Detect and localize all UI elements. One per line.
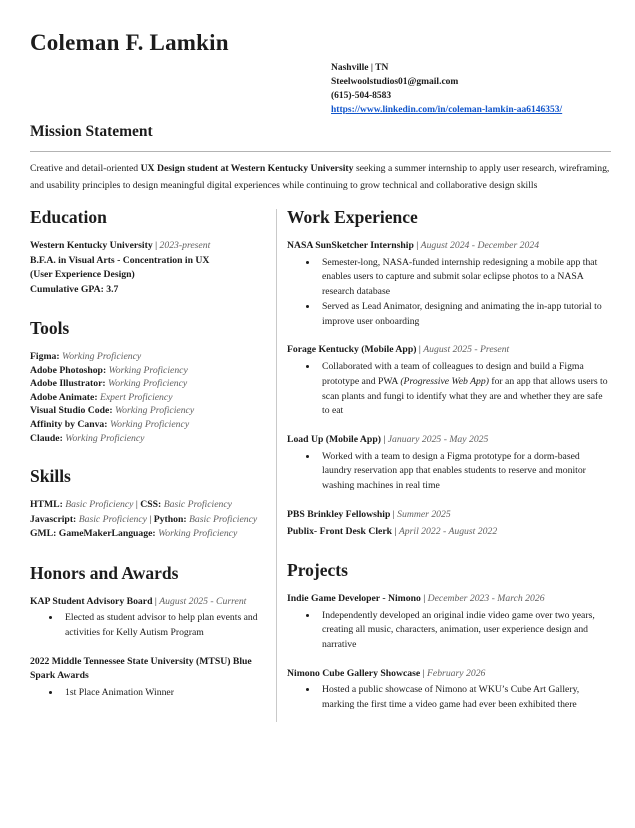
experience-entry — [30, 595, 266, 641]
mission-statement-heading: Mission Statement — [30, 123, 153, 140]
bullet-item: • Elected as student advisor to help plan events and activities for Kelly Autism Program — [61, 611, 266, 641]
entry-title: NASA SunSketcher Internship — [287, 240, 414, 251]
education-line: B.F.A. in Visual Arts - Concentration in UX — [30, 254, 210, 266]
tool-item: Figma: Working Proficiency — [30, 351, 142, 362]
contact-linkedin-row — [331, 103, 611, 117]
education-section — [30, 207, 266, 297]
entry-head — [287, 592, 611, 607]
horizontal-rule — [30, 151, 611, 152]
skills-list — [30, 498, 266, 542]
education-details — [30, 254, 266, 298]
bullet-item: • Served as Lead Animator, designing and animating the in-app tutorial to improve user onboarding — [318, 300, 611, 330]
tool-item: Visual Studio Code: Working Proficiency — [30, 405, 195, 417]
honors-heading: Honors and Awards — [30, 562, 179, 583]
entry-head — [287, 525, 611, 540]
entry-bullets — [287, 609, 611, 653]
column-divider — [276, 209, 277, 722]
entry-title: Publix- Front Desk Clerk — [287, 525, 393, 537]
entry-date: Summer 2025 — [397, 509, 451, 521]
tools-section — [30, 318, 266, 445]
skills-section — [30, 466, 266, 542]
entry-title: 2022 Middle Tennessee State University (MTSU) Blue Spark Awards — [30, 655, 252, 682]
entry-separator: | — [420, 593, 428, 605]
contact-phone: (615)-504-8583 — [331, 91, 392, 101]
education-heading: Education — [30, 207, 107, 227]
skill-line: GML: GameMakerLanguage: Working Proficiency — [30, 528, 238, 540]
contact-block — [331, 61, 611, 117]
contact-email: Steelwoolstudios01@gmail.com — [331, 77, 459, 87]
education-school: Western Kentucky University — [30, 240, 153, 251]
contact-location: Nashville | TN — [331, 63, 389, 73]
entry-head — [287, 343, 611, 358]
entry-bullets — [287, 256, 611, 330]
entry-head — [287, 239, 611, 254]
honors-list — [30, 595, 266, 701]
entry-date: April 2022 - August 2022 — [398, 525, 498, 537]
tool-item: Adobe Animate: Expert Proficiency — [30, 391, 173, 403]
projects-list — [287, 592, 611, 713]
tool-item: Affinity by Canva: Working Proficiency — [30, 418, 190, 430]
entry-bullets — [287, 360, 611, 419]
experience-entry — [287, 525, 611, 540]
skill-line: Javascript: Basic Proficiency | Python: Basic Proficiency — [30, 513, 258, 525]
mission-text-bold: UX Design student at Western Kentucky University — [140, 163, 354, 174]
tools-list — [30, 350, 266, 445]
projects-section — [287, 560, 611, 713]
entry-separator: | — [413, 240, 421, 251]
mission-text-after: seeking a summer internship to apply user research, wireframing, and usability principles to design meaningful digital experiences while continuing to grow technical and collaborative design skills — [30, 163, 610, 191]
tool-item: Claude: Working Proficiency — [30, 432, 145, 444]
entry-date: January 2025 - May 2025 — [387, 434, 489, 446]
entry-bullets — [287, 450, 611, 494]
two-column-layout — [30, 207, 611, 722]
bullet-item: • Semester-long, NASA-funded internship redesigning a mobile app that enables users to capture and submit solar eclipse photos to a NASA research database — [318, 256, 611, 300]
work-heading: Work Experience — [287, 207, 418, 227]
entry-bullets — [30, 686, 266, 701]
entry-separator: | — [390, 509, 398, 521]
education-line: Cumulative GPA: 3.7 — [30, 283, 119, 295]
skills-heading: Skills — [30, 466, 71, 487]
education-separator: | — [152, 240, 160, 251]
bullet-item: • Worked with a team to design a Figma prototype for a dorm-based laundry reservation app that enables students to reserve and monitor washing machines in real time — [318, 450, 611, 494]
entry-separator: | — [416, 344, 424, 356]
entry-date: August 2024 - December 2024 — [420, 240, 540, 251]
entry-separator: | — [420, 667, 427, 679]
entry-title: PBS Brinkley Fellowship — [287, 509, 391, 521]
left-column — [30, 207, 266, 701]
entry-date: February 2026 — [427, 667, 486, 679]
entry-separator: | — [152, 595, 160, 607]
entry-head — [287, 508, 611, 523]
education-entry-head — [30, 239, 266, 254]
entry-title: KAP Student Advisory Board — [30, 595, 153, 607]
experience-entry — [287, 343, 611, 419]
experience-entry — [287, 592, 611, 653]
education-date: 2023-present — [159, 240, 211, 251]
work-section — [287, 207, 611, 539]
experience-entry — [287, 239, 611, 329]
entry-title: Indie Game Developer - Nimono — [287, 593, 421, 605]
bullet-item: • 1st Place Animation Winner — [61, 686, 266, 701]
experience-entry — [287, 508, 611, 523]
entry-head — [287, 667, 611, 682]
entry-date: August 2025 - Current — [159, 595, 247, 607]
education-line: (User Experience Design) — [30, 269, 135, 280]
bullet-item: • Hosted a public showcase of Nimono at WKU’s Cube Art Gallery, marking the first time a video game had ever been exhibited there — [318, 683, 611, 713]
work-list — [287, 239, 611, 539]
experience-entry — [30, 655, 266, 701]
skill-line: HTML: Basic Proficiency | CSS: Basic Proficiency — [30, 499, 232, 511]
entry-separator: | — [380, 434, 388, 446]
mission-text-before: Creative and detail-oriented — [30, 163, 141, 174]
entry-title: Forage Kentucky (Mobile App) — [287, 344, 417, 356]
right-column — [287, 207, 611, 713]
entry-bullets — [30, 611, 266, 641]
contact-linkedin-link[interactable]: https://www.linkedin.com/in/coleman-lamkin-aa6146353/ — [331, 105, 563, 115]
entry-title: Nimono Cube Gallery Showcase — [287, 667, 421, 679]
person-name: Coleman F. Lamkin — [30, 30, 229, 55]
entry-head — [30, 655, 266, 684]
entry-separator: | — [392, 525, 399, 537]
entry-title: Load Up (Mobile App) — [287, 434, 381, 446]
entry-date: August 2025 - Present — [423, 344, 510, 356]
entry-head — [30, 595, 266, 610]
tools-heading: Tools — [30, 318, 70, 338]
bullet-item: • Independently developed an original indie video game over two years, creating all music, characters, animation, user experience design and narrative — [318, 609, 611, 653]
entry-date: December 2023 - March 2026 — [427, 593, 545, 605]
tool-item: Adobe Photoshop: Working Proficiency — [30, 364, 188, 376]
experience-entry — [287, 433, 611, 494]
tool-item: Adobe Illustrator: Working Proficiency — [30, 378, 188, 390]
entry-head — [287, 433, 611, 448]
bullet-item: • Collaborated with a team of colleagues to design and build a Figma prototype and PWA (Progressive Web App) for an app that allows users to scan plants and fungi to identify what they are and whether they are safe to eat — [318, 360, 611, 419]
honors-section — [30, 563, 266, 701]
entry-bullets — [287, 683, 611, 713]
experience-entry — [287, 667, 611, 713]
mission-statement-text — [30, 161, 611, 194]
projects-heading: Projects — [287, 560, 348, 581]
